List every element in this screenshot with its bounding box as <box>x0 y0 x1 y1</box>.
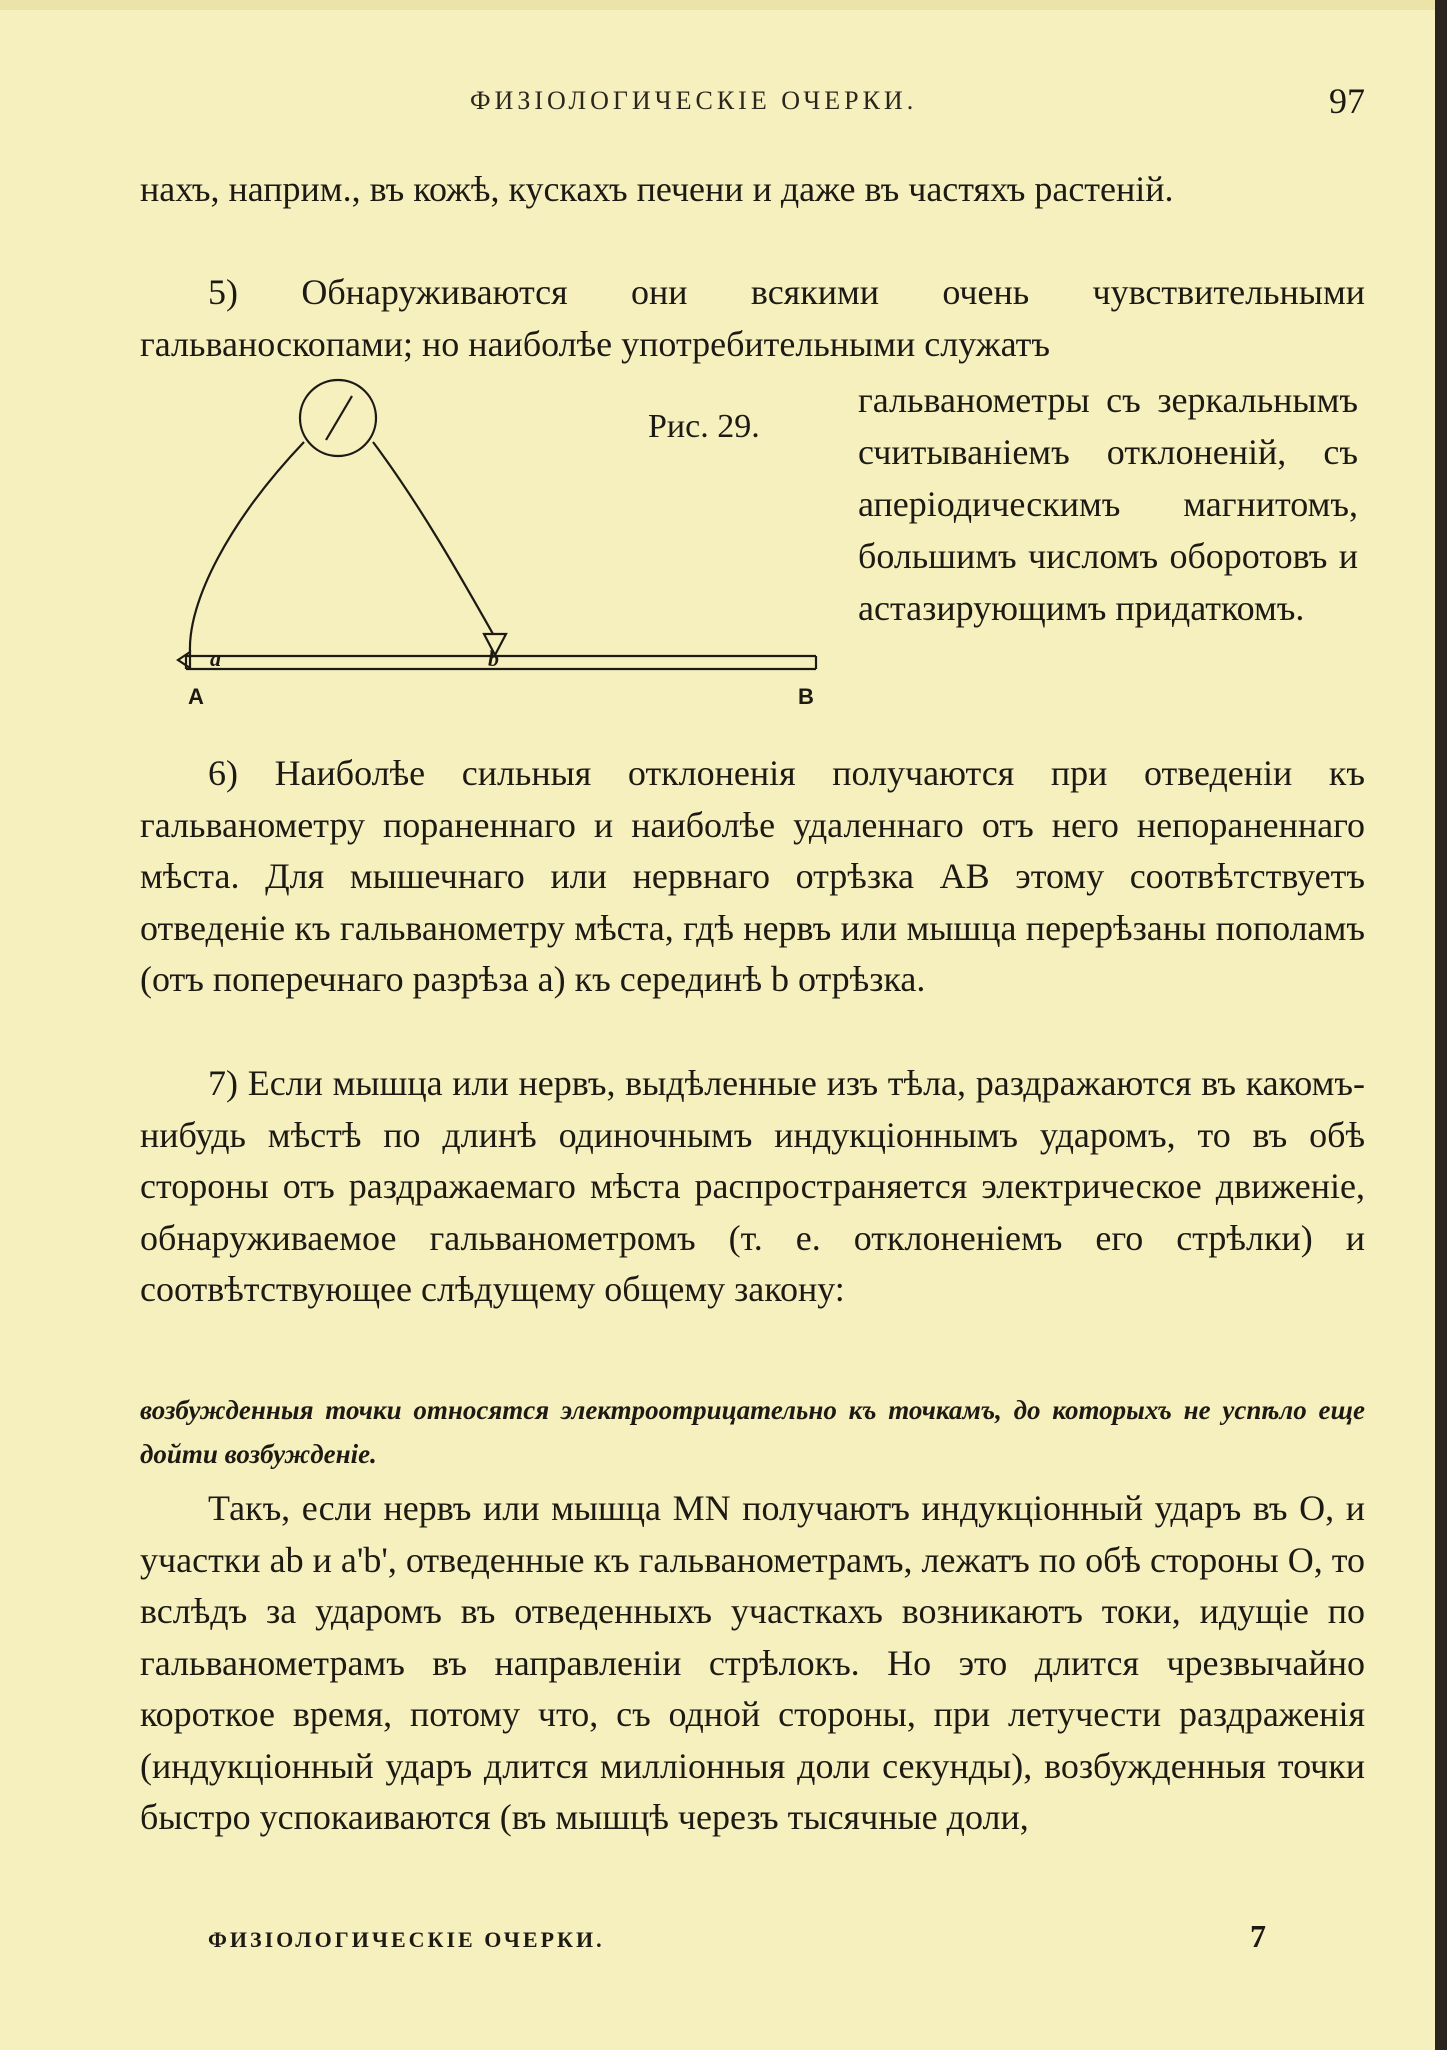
label-B: B <box>798 684 814 709</box>
paragraph-continuation: нахъ, наприм., въ кожѣ, кускахъ печени и даже въ частяхъ растеній. <box>140 169 1174 209</box>
wrapped-text-beside-figure: гальванометры съ зеркальнымъ считываніемъ отклоненій, съ апеpіодическимъ магнитомъ, большимъ числомъ оборотовъ и астазирующимъ придаткомъ. <box>858 380 1358 628</box>
page-number: 97 <box>1329 81 1365 121</box>
page-right-edge <box>1435 0 1447 2050</box>
page-top-edge <box>0 0 1447 10</box>
signature-mark: 7 <box>1250 1918 1266 1954</box>
label-a: a <box>210 646 221 671</box>
law-statement: возбужденныя точки относятся электроотрицательно къ точкамъ, до которыхъ не успѣло еще дойти возбужденіе. <box>140 1395 1365 1469</box>
right-wire <box>373 442 493 634</box>
paragraph-example: Такъ, если нервъ или мышца MN получаютъ индукціонный ударъ въ O, и участки ab и a'b', отведенные къ гальванометрамъ, лежатъ по обѣ стороны O, то вслѣдъ за ударомъ въ отведенныхъ участкахъ возникаютъ токи, идущіе по гальванометрамъ въ направленіи стрѣлокъ. Но это длится чрезвычайно короткое время, потому что, съ одной стороны, при летучести раздраженія (индукціонный ударъ длится милліонныя доли секунды), возбужденныя точки быстро успокаиваются (въ мышцѣ черезъ тысячные доли, <box>140 1488 1365 1837</box>
paragraph-item-7: 7) Если мышца или нервъ, выдѣленные изъ тѣла, раздражаются въ какомъ-нибудь мѣстѣ по длинѣ одиночнымъ индукціоннымъ ударомъ, то въ обѣ стороны отъ раздражаемаго мѣста распространяется электрическое движеніе, обнаруживаемое гальванометромъ (т. е. отклоненіемъ его стрѣлки) и соотвѣтствующее слѣдущему общему закону: <box>140 1063 1365 1309</box>
galvanometer-needle <box>326 396 352 440</box>
label-A: A <box>188 684 204 709</box>
electrode-a <box>178 652 190 668</box>
left-wire <box>190 442 304 652</box>
page-header <box>140 80 1365 130</box>
running-title: ФИЗІОЛОГИЧЕСКІЕ ОЧЕРКИ. <box>470 86 918 115</box>
label-b: b <box>488 646 499 671</box>
footer-title: ФИЗІОЛОГИЧЕСКІЕ ОЧЕРКИ. <box>208 1927 605 1952</box>
figure-caption: Рис. 29. <box>648 408 760 445</box>
paragraph-item-6: 6) Наиболѣе сильныя отклоненія получаются при отведеніи къ гальванометру пораненнаго и наиболѣе удаленнаго отъ него непораненнаго мѣста. Для мышечнаго или нервнаго отрѣзка AB этому соотвѣтствуетъ отведеніе къ гальванометру мѣста, гдѣ нервъ или мышца перерѣзаны пополамъ (отъ поперечнаго разрѣза a) къ серединѣ b отрѣзка. <box>140 753 1365 999</box>
paragraph-item-5: 5) Обнаруживаются они всякими очень чувствительными гальваноскопами; но наиболѣе употребительными служатъ <box>140 272 1365 364</box>
